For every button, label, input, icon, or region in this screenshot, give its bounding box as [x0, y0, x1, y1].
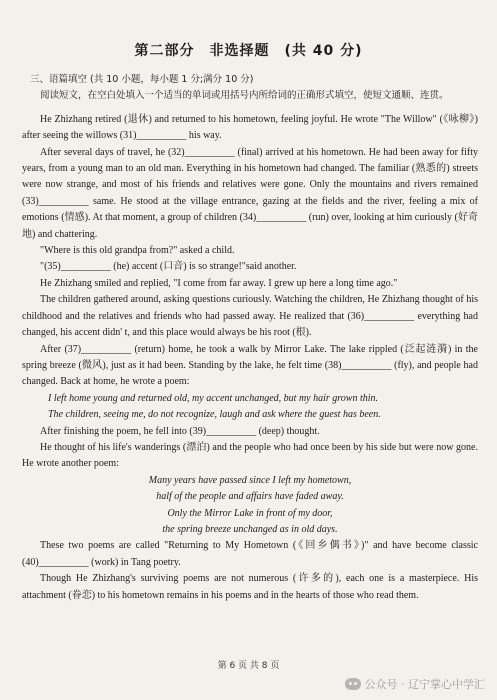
- watermark: [345, 676, 486, 692]
- page-footer: 第 6 页 共 8 页: [217, 661, 280, 671]
- paragraph-10: These two poems are called "Returning to My Hometown (《回乡偶书》)" and have become classic (40)__________ (work) in Tang poetry.: [22, 540, 478, 568]
- wechat-icon: [345, 678, 361, 690]
- paragraph-11: Though He Zhizhang's surviving poems are not numerous (许多的), each one is a masterpiece. His attachment (眷恋) to his hometown remains in his poems and in the hearts of those who read them.: [22, 573, 478, 601]
- passage-body: [22, 72, 478, 604]
- poem-1-line-2: The children, seeing me, do not recognize, laugh and ask where the guest has been.: [48, 409, 381, 421]
- poem-1-line-1: I left home young and returned old, my accent unchanged, but my hair grown thin.: [48, 392, 379, 404]
- paragraph-2: After several days of travel, he (32)__________ (final) arrived at his hometown. He had been away for fifty years, from a young man to an old man. Everything in his hometown had changed. The familiar (熟悉的) streets were now strange, and most of his friends and relatives were gone. Only the mountains and rivers remained (33)__________ same. He stood at the village entrance, gazing at the fields and the river, feeling a mix of emotions (情感). At that moment, a group of children (34)__________ (run) over, looking at him curiously (好奇地) and chattering.: [22, 146, 478, 240]
- paragraph-4: "(35)__________ (he) accent (口音) is so strange!"said another.: [40, 261, 297, 273]
- paragraph-9: He thought of his life's wanderings (漂泊) and the people who had once been by his side but were now gone. He wrote another poem:: [22, 441, 478, 470]
- watermark-text: 公众号 · 辽宁掌心中学汇: [364, 678, 485, 691]
- paragraph-5: He Zhizhang smiled and replied, "I come from far away. I grew up here a long time ago.": [40, 277, 398, 289]
- paragraph-3: "Where is this old grandpa from?" asked a child.: [40, 245, 235, 257]
- instructions-heading: 三、语篇填空 (共 10 小题，每小题 1 分;满分 10 分): [30, 74, 254, 85]
- section-title: 第二部分 非选择题 (共 40 分): [134, 43, 363, 59]
- poem-2-line-4: the spring breeze unchanged as in old days.: [162, 523, 338, 535]
- poem-2-line-1: Many years have passed since I left my hometown,: [148, 474, 352, 486]
- instructions-text: 阅读短文，在空白处填入一个适当的单词或用括号内所给词的正确形式填空，使短文通顺、连贯。: [40, 90, 449, 102]
- poem-2-line-2: half of the people and affairs have faded away.: [156, 491, 344, 503]
- paragraph-1: He Zhizhang retired (退休) and returned to his hometown, feeling joyful. He wrote "The Willow" (《咏柳》) after seeing the willows (31)__________ his way.: [22, 113, 478, 142]
- paragraph-7: After (37)__________ (return) home, he took a walk by Mirror Lake. The lake rippled (泛起涟漪) in the spring breeze (微风), just as it had been. Standing by the lake, he felt time (38)__________ (fly), and people had changed. Back at home, he wrote a poem:: [22, 343, 478, 388]
- poem-2-line-3: Only the Mirror Lake in front of my door,: [167, 507, 333, 519]
- paragraph-8: After finishing the poem, he fell into (39)__________ (deep) thought.: [40, 425, 320, 437]
- paragraph-6: The children gathered around, asking questions curiously. Watching the children, He Zhizhang thought of his childhood and the relatives and friends who had passed away. He realized that (36)__________ everything had changed, his accent didn' t, and this place would always be his root (根).: [22, 294, 478, 339]
